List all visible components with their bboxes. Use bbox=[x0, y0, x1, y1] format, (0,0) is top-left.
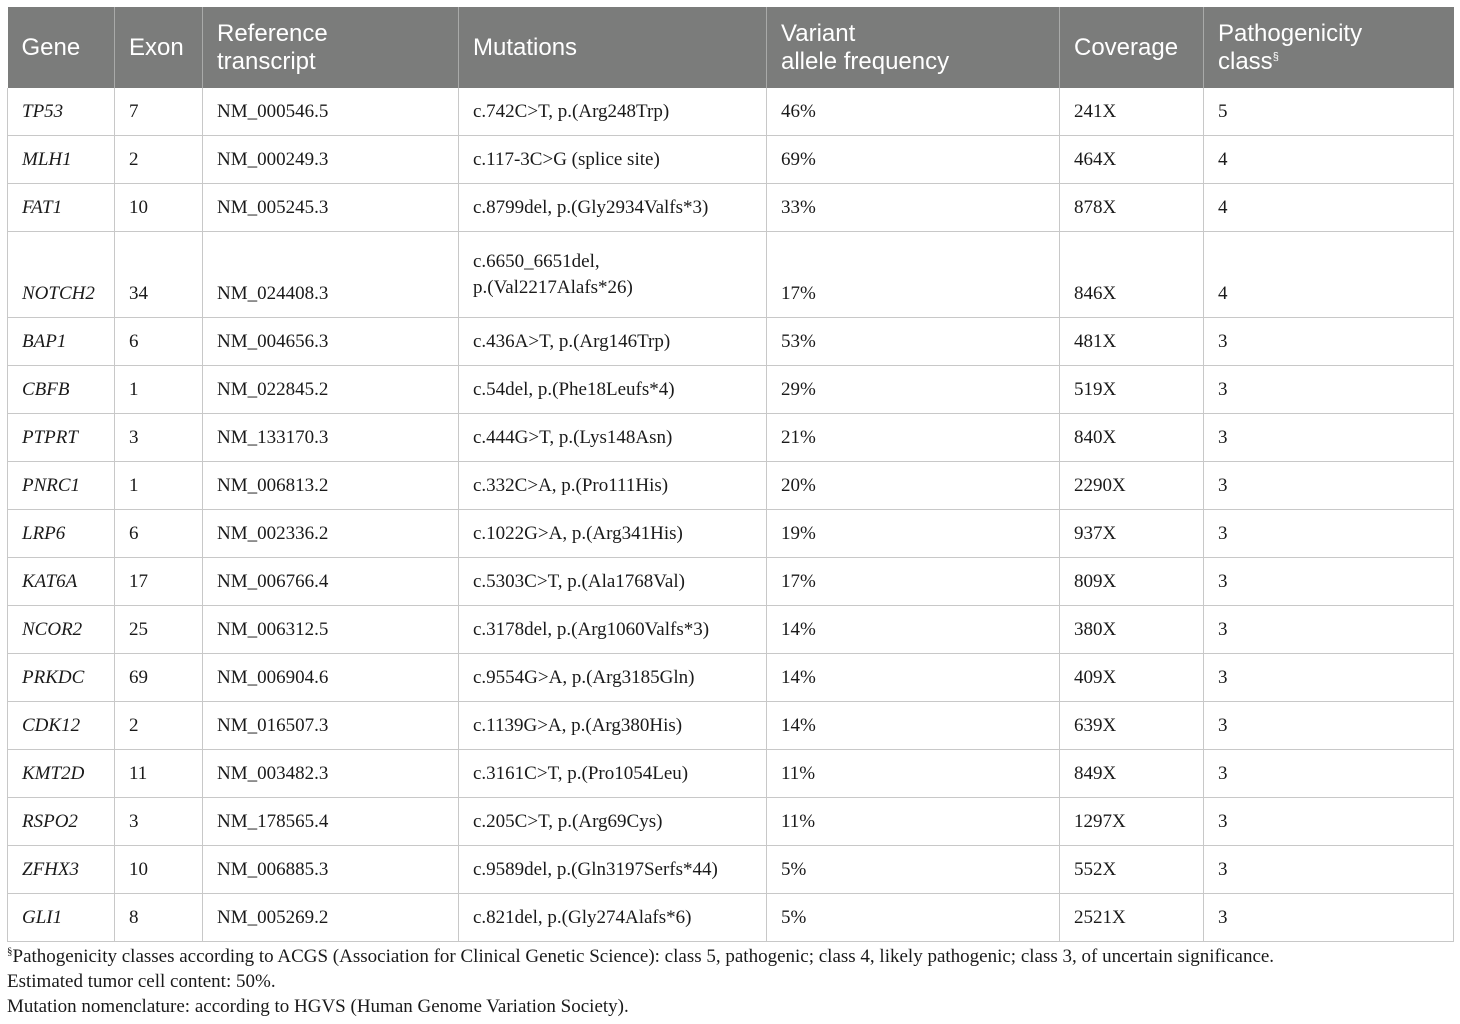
cell-exon: 25 bbox=[115, 606, 203, 654]
cell-mutation: c.8799del, p.(Gly2934Valfs*3) bbox=[459, 184, 767, 232]
cell-vaf: 14% bbox=[767, 606, 1060, 654]
cell-gene: NOTCH2 bbox=[8, 232, 115, 318]
cell-class: 3 bbox=[1204, 702, 1454, 750]
cell-mutation: c.821del, p.(Gly274Alafs*6) bbox=[459, 894, 767, 942]
cell-mutation: c.205C>T, p.(Arg69Cys) bbox=[459, 798, 767, 846]
cell-vaf: 5% bbox=[767, 894, 1060, 942]
cell-class: 3 bbox=[1204, 558, 1454, 606]
cell-class: 3 bbox=[1204, 366, 1454, 414]
cell-transcript: NM_024408.3 bbox=[203, 232, 459, 318]
header-variant-allele-frequency: Variant allele frequency bbox=[767, 7, 1060, 88]
cell-exon: 7 bbox=[115, 88, 203, 136]
cell-mutation: c.9554G>A, p.(Arg3185Gln) bbox=[459, 654, 767, 702]
cell-vaf: 69% bbox=[767, 136, 1060, 184]
cell-gene: MLH1 bbox=[8, 136, 115, 184]
cell-mutation: c.54del, p.(Phe18Leufs*4) bbox=[459, 366, 767, 414]
cell-vaf: 20% bbox=[767, 462, 1060, 510]
cell-coverage: 481X bbox=[1060, 318, 1204, 366]
cell-mutation-line1: c.6650_6651del, bbox=[473, 250, 600, 272]
table-row bbox=[8, 318, 1454, 366]
cell-coverage: 1297X bbox=[1060, 798, 1204, 846]
cell-vaf: 29% bbox=[767, 366, 1060, 414]
footnote-tumor-content: Estimated tumor cell content: 50%. bbox=[7, 971, 276, 992]
cell-gene: TP53 bbox=[8, 88, 115, 136]
cell-gene: KMT2D bbox=[8, 750, 115, 798]
cell-transcript: NM_133170.3 bbox=[203, 414, 459, 462]
cell-gene: RSPO2 bbox=[8, 798, 115, 846]
header-gene: Gene bbox=[8, 7, 115, 88]
cell-vaf: 14% bbox=[767, 654, 1060, 702]
cell-vaf: 17% bbox=[767, 232, 1060, 318]
mutation-table bbox=[7, 7, 1454, 942]
cell-vaf: 53% bbox=[767, 318, 1060, 366]
cell-transcript: NM_006885.3 bbox=[203, 846, 459, 894]
cell-exon: 17 bbox=[115, 558, 203, 606]
table-header-row bbox=[8, 7, 1454, 88]
cell-vaf: 5% bbox=[767, 846, 1060, 894]
cell-exon: 10 bbox=[115, 846, 203, 894]
table-row bbox=[8, 558, 1454, 606]
table-row bbox=[8, 846, 1454, 894]
cell-class: 3 bbox=[1204, 846, 1454, 894]
cell-gene: KAT6A bbox=[8, 558, 115, 606]
cell-mutation: c.3161C>T, p.(Pro1054Leu) bbox=[459, 750, 767, 798]
header-reference-transcript: Reference transcript bbox=[203, 7, 459, 88]
cell-coverage: 2290X bbox=[1060, 462, 1204, 510]
table-row bbox=[8, 136, 1454, 184]
table-row bbox=[8, 798, 1454, 846]
cell-vaf: 33% bbox=[767, 184, 1060, 232]
table-row bbox=[8, 232, 1454, 318]
cell-exon: 1 bbox=[115, 366, 203, 414]
cell-mutation: c.1022G>A, p.(Arg341His) bbox=[459, 510, 767, 558]
cell-gene: LRP6 bbox=[8, 510, 115, 558]
cell-transcript: NM_006766.4 bbox=[203, 558, 459, 606]
cell-gene: GLI1 bbox=[8, 894, 115, 942]
cell-transcript: NM_006813.2 bbox=[203, 462, 459, 510]
cell-transcript: NM_178565.4 bbox=[203, 798, 459, 846]
cell-exon: 2 bbox=[115, 702, 203, 750]
cell-transcript: NM_005269.2 bbox=[203, 894, 459, 942]
cell-gene: ZFHX3 bbox=[8, 846, 115, 894]
cell-gene: CBFB bbox=[8, 366, 115, 414]
footnote-nomenclature: Mutation nomenclature: according to HGVS (Human Genome Variation Society). bbox=[7, 996, 629, 1017]
cell-mutation: c.5303C>T, p.(Ala1768Val) bbox=[459, 558, 767, 606]
cell-transcript: NM_006904.6 bbox=[203, 654, 459, 702]
header-pathogenicity-class: Pathogenicity class§ bbox=[1204, 7, 1454, 88]
cell-exon: 69 bbox=[115, 654, 203, 702]
header-exon: Exon bbox=[115, 7, 203, 88]
table-row bbox=[8, 702, 1454, 750]
mutation-table-container bbox=[7, 7, 1453, 942]
table-row bbox=[8, 462, 1454, 510]
cell-exon: 10 bbox=[115, 184, 203, 232]
cell-gene: PNRC1 bbox=[8, 462, 115, 510]
cell-coverage: 519X bbox=[1060, 366, 1204, 414]
cell-vaf: 19% bbox=[767, 510, 1060, 558]
cell-gene: NCOR2 bbox=[8, 606, 115, 654]
cell-gene: FAT1 bbox=[8, 184, 115, 232]
cell-mutation: c.1139G>A, p.(Arg380His) bbox=[459, 702, 767, 750]
table-row bbox=[8, 606, 1454, 654]
cell-coverage: 849X bbox=[1060, 750, 1204, 798]
cell-exon: 11 bbox=[115, 750, 203, 798]
cell-transcript: NM_022845.2 bbox=[203, 366, 459, 414]
cell-coverage: 846X bbox=[1060, 232, 1204, 318]
cell-exon: 34 bbox=[115, 232, 203, 318]
table-row bbox=[8, 184, 1454, 232]
cell-mutation: c.444G>T, p.(Lys148Asn) bbox=[459, 414, 767, 462]
table-row bbox=[8, 88, 1454, 136]
cell-transcript: NM_002336.2 bbox=[203, 510, 459, 558]
cell-vaf: 14% bbox=[767, 702, 1060, 750]
cell-transcript: NM_016507.3 bbox=[203, 702, 459, 750]
cell-exon: 8 bbox=[115, 894, 203, 942]
cell-mutation: c.332C>A, p.(Pro111His) bbox=[459, 462, 767, 510]
cell-exon: 1 bbox=[115, 462, 203, 510]
cell-exon: 3 bbox=[115, 798, 203, 846]
table-footnotes bbox=[7, 944, 1453, 1019]
cell-class: 4 bbox=[1204, 232, 1454, 318]
cell-exon: 3 bbox=[115, 414, 203, 462]
cell-class: 4 bbox=[1204, 184, 1454, 232]
cell-gene: BAP1 bbox=[8, 318, 115, 366]
header-coverage: Coverage bbox=[1060, 7, 1204, 88]
cell-class: 4 bbox=[1204, 136, 1454, 184]
cell-mutation-line2: p.(Val2217Alafs*26) bbox=[473, 276, 633, 298]
cell-mutation: c.3178del, p.(Arg1060Valfs*3) bbox=[459, 606, 767, 654]
cell-transcript: NM_000249.3 bbox=[203, 136, 459, 184]
cell-transcript: NM_006312.5 bbox=[203, 606, 459, 654]
cell-class: 3 bbox=[1204, 894, 1454, 942]
cell-vaf: 17% bbox=[767, 558, 1060, 606]
table-row bbox=[8, 654, 1454, 702]
cell-mutation: c.117-3C>G (splice site) bbox=[459, 136, 767, 184]
table-row bbox=[8, 414, 1454, 462]
cell-coverage: 639X bbox=[1060, 702, 1204, 750]
cell-vaf: 11% bbox=[767, 798, 1060, 846]
table-row bbox=[8, 750, 1454, 798]
cell-coverage: 2521X bbox=[1060, 894, 1204, 942]
cell-gene: CDK12 bbox=[8, 702, 115, 750]
cell-coverage: 552X bbox=[1060, 846, 1204, 894]
cell-coverage: 809X bbox=[1060, 558, 1204, 606]
cell-transcript: NM_000546.5 bbox=[203, 88, 459, 136]
table-row bbox=[8, 366, 1454, 414]
cell-gene: PTPRT bbox=[8, 414, 115, 462]
cell-transcript: NM_004656.3 bbox=[203, 318, 459, 366]
cell-mutation: c.9589del, p.(Gln3197Serfs*44) bbox=[459, 846, 767, 894]
cell-class: 3 bbox=[1204, 318, 1454, 366]
cell-coverage: 409X bbox=[1060, 654, 1204, 702]
header-footnote-marker: § bbox=[1272, 50, 1279, 63]
cell-coverage: 937X bbox=[1060, 510, 1204, 558]
cell-mutation: c.742C>T, p.(Arg248Trp) bbox=[459, 88, 767, 136]
footnote-pathogenicity-classes: §Pathogenicity classes according to ACGS (Association for Clinical Genetic Science): class 5, pathogenic; class 4, likely pathogenic; class 3, of uncertain significance. bbox=[7, 945, 1275, 967]
cell-class: 3 bbox=[1204, 510, 1454, 558]
cell-mutation bbox=[459, 232, 767, 318]
cell-class: 3 bbox=[1204, 750, 1454, 798]
cell-coverage: 241X bbox=[1060, 88, 1204, 136]
cell-exon: 6 bbox=[115, 510, 203, 558]
cell-coverage: 464X bbox=[1060, 136, 1204, 184]
header-mutations: Mutations bbox=[459, 7, 767, 88]
cell-class: 3 bbox=[1204, 606, 1454, 654]
cell-vaf: 46% bbox=[767, 88, 1060, 136]
cell-mutation: c.436A>T, p.(Arg146Trp) bbox=[459, 318, 767, 366]
cell-exon: 2 bbox=[115, 136, 203, 184]
cell-class: 3 bbox=[1204, 654, 1454, 702]
cell-class: 3 bbox=[1204, 414, 1454, 462]
cell-transcript: NM_005245.3 bbox=[203, 184, 459, 232]
cell-gene: PRKDC bbox=[8, 654, 115, 702]
cell-vaf: 11% bbox=[767, 750, 1060, 798]
table-row bbox=[8, 510, 1454, 558]
cell-transcript: NM_003482.3 bbox=[203, 750, 459, 798]
footnote-marker: § bbox=[7, 945, 13, 958]
cell-class: 3 bbox=[1204, 798, 1454, 846]
cell-vaf: 21% bbox=[767, 414, 1060, 462]
cell-coverage: 380X bbox=[1060, 606, 1204, 654]
cell-exon: 6 bbox=[115, 318, 203, 366]
cell-coverage: 878X bbox=[1060, 184, 1204, 232]
cell-class: 5 bbox=[1204, 88, 1454, 136]
cell-class: 3 bbox=[1204, 462, 1454, 510]
cell-coverage: 840X bbox=[1060, 414, 1204, 462]
table-row bbox=[8, 894, 1454, 942]
